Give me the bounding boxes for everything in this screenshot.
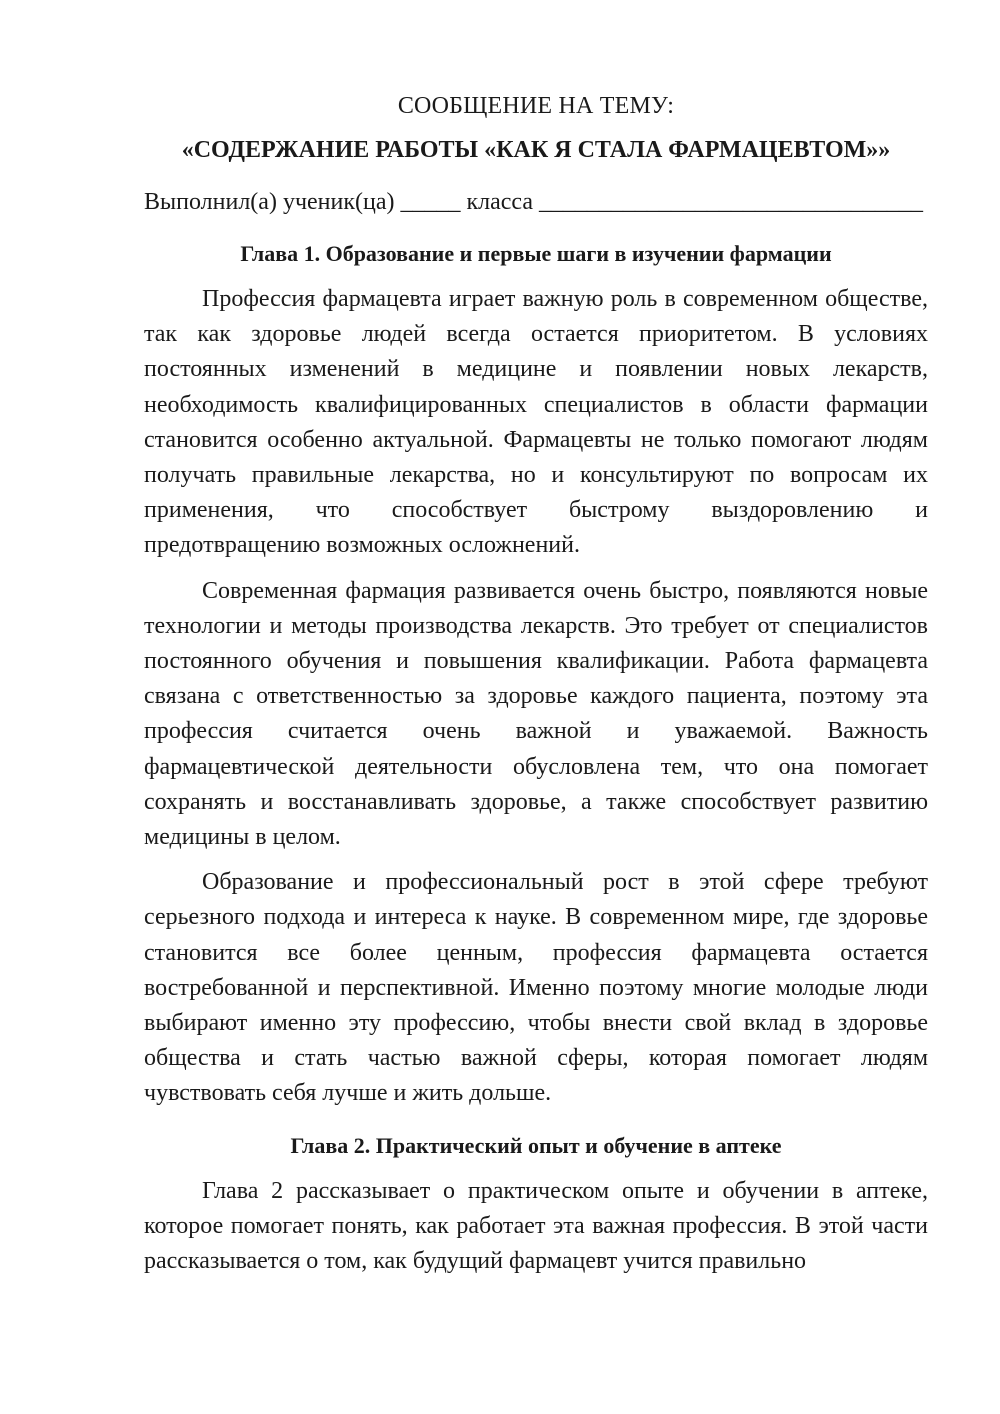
chapter-1-paragraph: Современная фармация развивается очень быстро, появляются новые технологии и методы производства лекарств. Это требует от специалистов постоянного обучения и повышения квалификации. Работа фармацевта связана с ответственностью за здоровье каждого пациента, поэтому эта профессия считается очень важной и уважаемой. Важность фармацевтической деятельности обусловлена тем, что она помогает сохранять и восстанавливать здоровье, а также способствует развитию медицины в целом.: [144, 577, 928, 851]
document-page: [144, 88, 928, 1279]
document-subtitle: «СОДЕРЖАНИЕ РАБОТЫ «КАК Я СТАЛА ФАРМАЦЕВТОМ»»: [181, 137, 891, 163]
chapter-2-paragraph: Глава 2 рассказывает о практическом опыте и обучении в аптеке, которое помогает понять, как работает эта важная профессия. В этой части рассказывается о том, как будущий фармацевт учится правильно: [144, 1177, 928, 1275]
performer-line: Выполнил(а) ученик(ца) _____ класса ________________________________: [144, 189, 924, 215]
chapter-1-paragraph: Профессия фармацевта играет важную роль в современном обществе, так как здоровье людей всегда остается приоритетом. В условиях постоянных изменений в медицине и появлении новых лекарств, необходимость квалифицированных специалистов в области фармации становится особенно актуальной. Фармацевты не только помогают людям получать правильные лекарства, но и консультируют по вопросам их применения, что способствует быстрому выздоровлению и предотвращению возможных осложнений.: [144, 286, 928, 559]
document-title: СООБЩЕНИЕ НА ТЕМУ:: [397, 93, 675, 119]
chapter-1-heading: Глава 1. Образование и первые шаги в изучении фармации: [240, 241, 832, 266]
chapter-2-heading: Глава 2. Практический опыт и обучение в аптеке: [290, 1132, 782, 1158]
chapter-1-paragraph: Образование и профессиональный рост в этой сфере требуют серьезного подхода и интереса к науке. В современном мире, где здоровье становится все более ценным, профессия фармацевта остается востребованной и перспективной. Именно поэтому многие молодые люди выбирают именно эту профессию, чтобы внести свой вклад в здоровье общества и стать частью важной сферы, которая помогает людям чувствовать себя лучше и жить дольше.: [144, 869, 928, 1107]
